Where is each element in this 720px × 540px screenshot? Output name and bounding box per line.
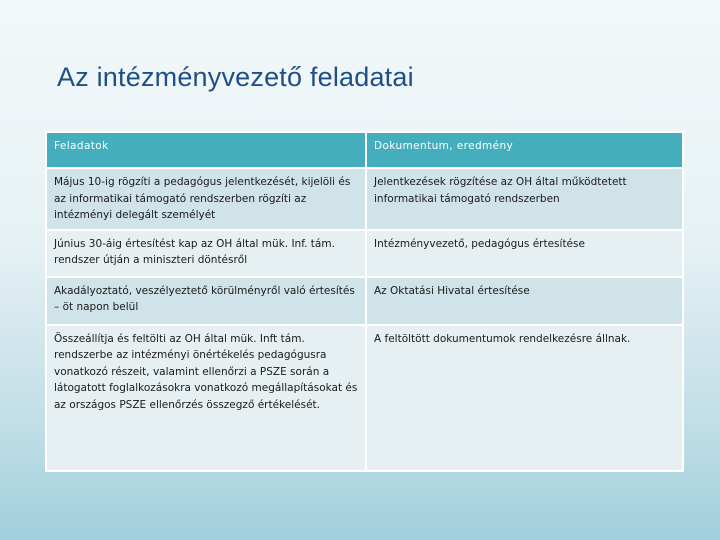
task-cell: Június 30-áig értesítést kap az OH által mük. Inf. tám. rendszer útján a miniszteri döntésről [46,230,366,277]
result-cell: Jelentkezések rögzítése az OH által működtetett informatikai támogató rendszerben [366,168,683,230]
slide-title: Az intézményvezető feladatai [57,62,414,92]
table-row [46,168,683,230]
header-tasks: Feladatok [46,132,366,168]
tasks-table [45,131,684,472]
task-cell: Összeállítja és feltölti az OH által mük. Inft tám. rendszerbe az intézményi önértékelés pedagógusra vonatkozó részeit, valamint ellenőrzi a PSZE során a látogatott foglalkozásokra vonatkozó megállapításokat és az országos PSZE ellenőrzés összegző értékelését. [46,325,366,471]
table-header-row [46,132,683,168]
result-cell: A feltöltött dokumentumok rendelkezésre állnak. [366,325,683,471]
result-cell: Intézményvezető, pedagógus értesítése [366,230,683,277]
task-cell: Május 10-ig rögzíti a pedagógus jelentkezését, kijelöli és az informatikai támogató rendszerben rögzíti az intézményi delegált személyét [46,168,366,230]
table-row [46,277,683,325]
task-cell: Akadályoztató, veszélyeztető körülményről való értesítés – öt napon belül [46,277,366,325]
table-row [46,325,683,471]
result-cell: Az Oktatási Hivatal értesítése [366,277,683,325]
table-row [46,230,683,277]
header-document-result: Dokumentum, eredmény [366,132,683,168]
